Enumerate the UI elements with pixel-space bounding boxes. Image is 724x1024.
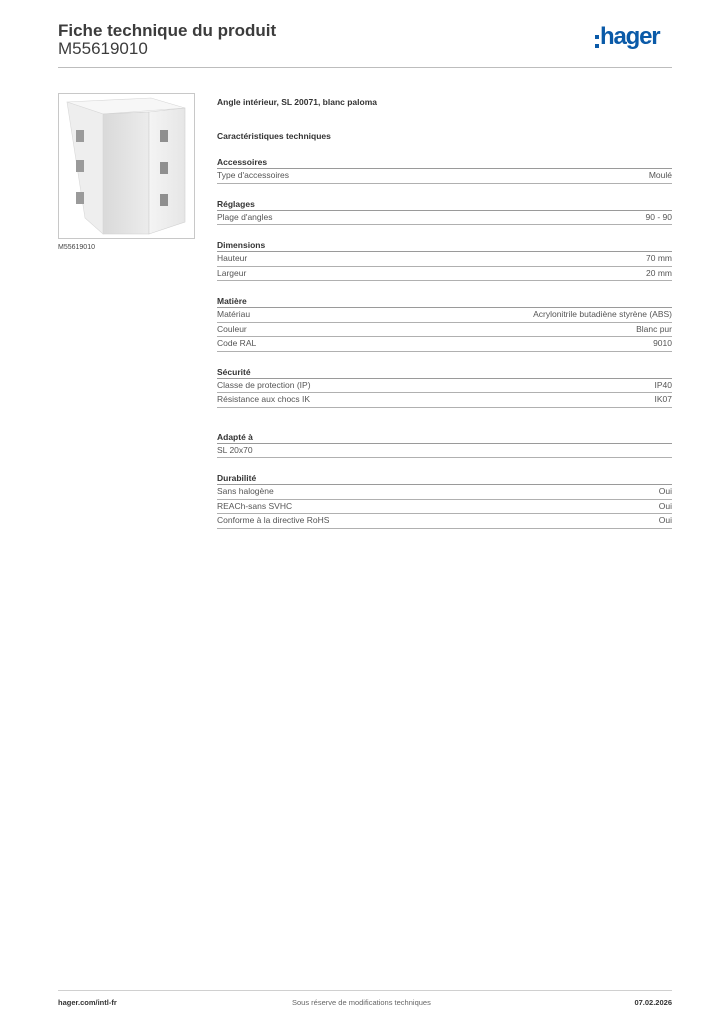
spec-value: Acrylonitrile butadiène styrène (ABS)	[533, 309, 672, 319]
spec-row	[217, 500, 672, 515]
section-title: Dimensions	[217, 239, 672, 252]
corner-piece-image	[59, 94, 194, 238]
spec-value: Moulé	[648, 170, 672, 180]
hager-logo	[595, 23, 685, 56]
section-durabilite	[217, 472, 672, 529]
logo-text: hager	[600, 23, 660, 50]
spec-label: Couleur	[217, 323, 247, 334]
spec-label: Classe de protection (IP)	[217, 379, 311, 390]
spec-row	[217, 211, 672, 226]
spec-value: Oui	[658, 515, 672, 525]
footer-divider	[58, 990, 672, 991]
footer-disclaimer: Sous réserve de modifications techniques	[292, 998, 431, 1007]
spec-content	[217, 96, 672, 529]
spec-label: Code RAL	[217, 338, 257, 348]
spec-label: Type d'accessoires	[217, 170, 290, 180]
footer-website-link[interactable]: hager.com/intl-fr	[58, 998, 117, 1007]
product-image	[58, 93, 195, 239]
spec-value: IP40	[654, 379, 672, 390]
spec-label: SL 20x70	[217, 444, 253, 455]
spec-label: Résistance aux chocs IK	[217, 394, 311, 404]
spec-value: Oui	[658, 486, 672, 496]
section-title: Sécurité	[217, 366, 672, 379]
section-title: Réglages	[217, 198, 672, 211]
spec-value: Oui	[658, 500, 672, 511]
spec-row	[217, 323, 672, 338]
spec-value: Blanc pur	[636, 323, 672, 334]
section-matiere	[217, 295, 672, 352]
header-divider	[58, 67, 672, 68]
spec-value: 9010	[653, 338, 672, 348]
section-adapte	[217, 431, 672, 459]
spec-value: 20 mm	[646, 267, 672, 278]
product-description: Angle intérieur, SL 20071, blanc paloma	[217, 97, 377, 107]
spec-label: Sans halogène	[217, 486, 274, 496]
image-caption: M55619010	[58, 244, 95, 251]
section-title: Adapté à	[217, 431, 672, 444]
section-title: Durabilité	[217, 472, 672, 485]
spec-row	[217, 337, 672, 352]
spec-row	[217, 393, 672, 408]
spec-row	[217, 379, 672, 394]
spec-value: 70 mm	[646, 253, 672, 263]
spec-label: Largeur	[217, 267, 247, 278]
section-title: Matière	[217, 295, 672, 308]
section-title: Accessoires	[217, 156, 672, 169]
spec-label: Conforme à la directive RoHS	[217, 515, 330, 525]
specs-title: Caractéristiques techniques	[217, 131, 331, 141]
section-dimensions	[217, 239, 672, 281]
spec-label: Plage d'angles	[217, 211, 273, 222]
footer-date: 07.02.2026	[634, 998, 672, 1007]
logo-colon-icon	[595, 35, 599, 53]
spec-label: Hauteur	[217, 253, 248, 263]
spec-row	[217, 267, 672, 282]
spec-row	[217, 444, 672, 459]
section-securite	[217, 366, 672, 408]
product-code: M55619010	[58, 39, 148, 58]
spec-row	[217, 252, 672, 267]
spec-row	[217, 308, 672, 323]
spec-value: 90 - 90	[645, 211, 672, 222]
spec-value: IK07	[654, 394, 672, 404]
section-reglages	[217, 198, 672, 226]
spec-row	[217, 485, 672, 500]
spec-row	[217, 514, 672, 529]
spec-label: Matériau	[217, 309, 251, 319]
spec-label: REACh-sans SVHC	[217, 500, 293, 511]
spec-row	[217, 169, 672, 184]
section-accessoires	[217, 156, 672, 184]
page-title: Fiche technique du produit	[58, 21, 277, 40]
